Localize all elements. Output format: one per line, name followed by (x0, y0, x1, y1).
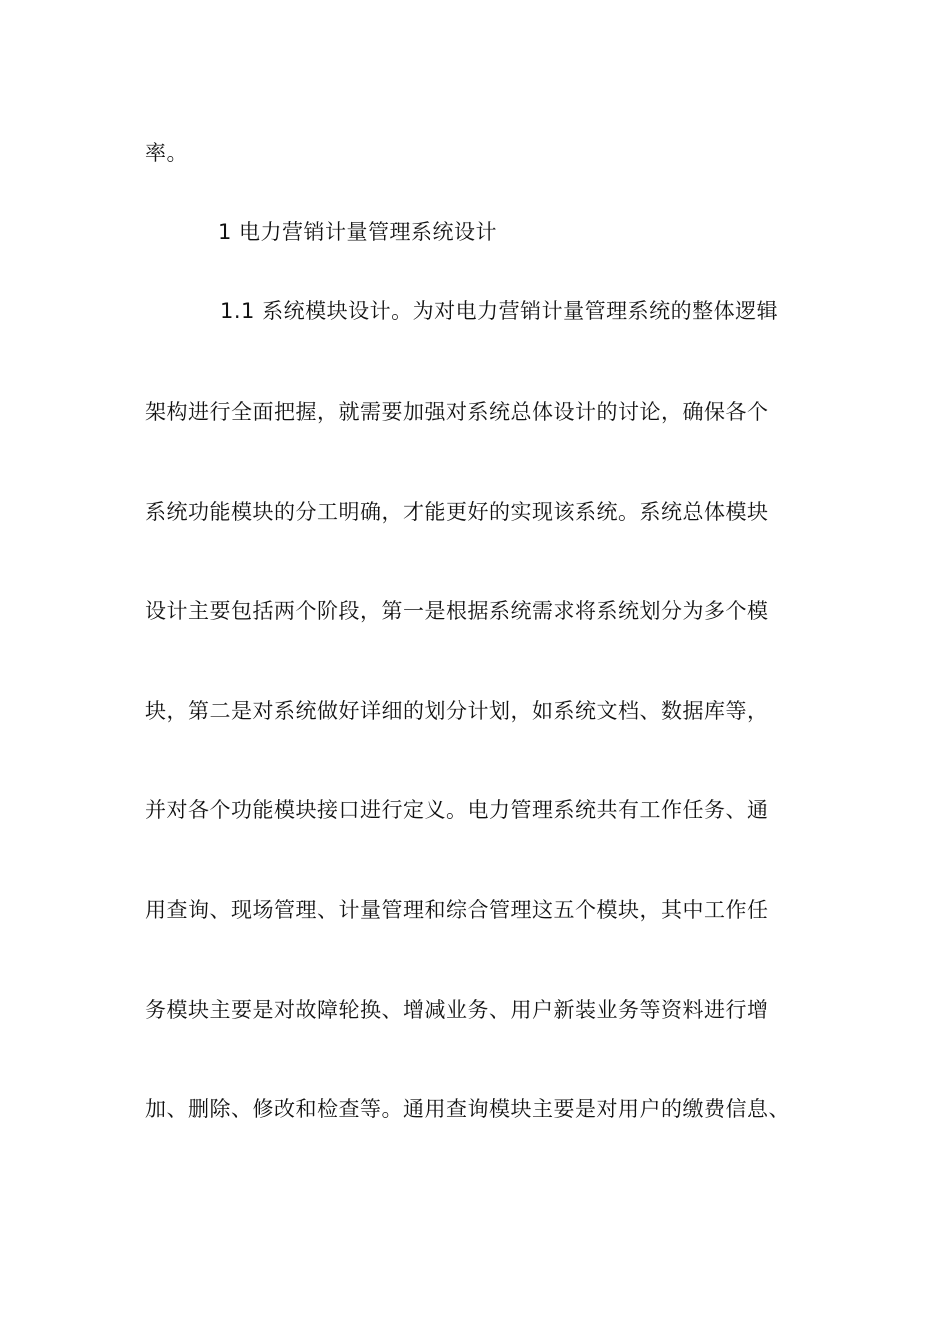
paragraph-line: 加、删除、修改和检查等。通用查询模块主要是对用户的缴费信息、 (145, 1097, 790, 1121)
paragraph-line: 并对各个功能模块接口进行定义。电力管理系统共有工作任务、通 (145, 798, 769, 822)
paragraph-line: 设计主要包括两个阶段，第一是根据系统需求将系统划分为多个模 (145, 599, 769, 623)
paragraph-line: 率。 (145, 141, 188, 165)
paragraph-line: 架构进行全面把握，就需要加强对系统总体设计的讨论，确保各个 (145, 400, 769, 424)
paragraph-line: 用查询、现场管理、计量管理和综合管理这五个模块，其中工作任 (145, 898, 769, 922)
paragraph-line: 务模块主要是对故障轮换、增减业务、用户新装业务等资料进行增 (145, 998, 769, 1022)
paragraph-line: 1.1 系统模块设计。为对电力营销计量管理系统的整体逻辑 (220, 299, 779, 323)
paragraph-line: 块，第二是对系统做好详细的划分计划，如系统文档、数据库等， (145, 699, 769, 723)
paragraph-line: 系统功能模块的分工明确，才能更好的实现该系统。系统总体模块 (145, 500, 769, 524)
section-heading: 1 电力营销计量管理系统设计 (218, 220, 498, 244)
